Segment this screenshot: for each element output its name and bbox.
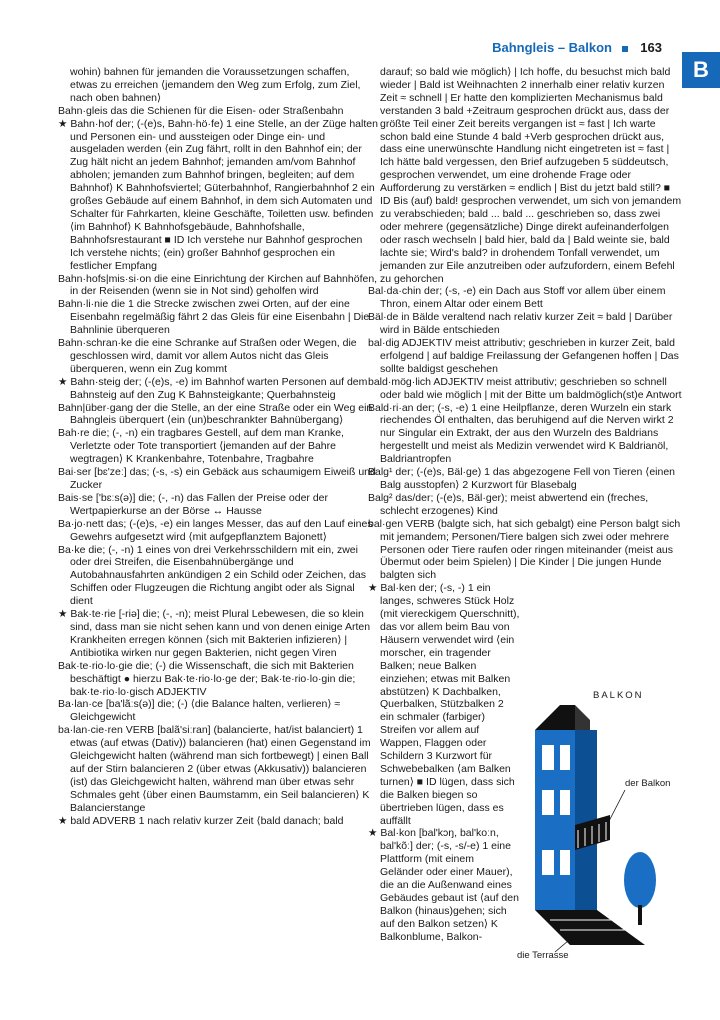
entry: Bai·ser [bɛ'zeː] das; (-s, -s) ein Gebäck aus schaumigem Eiweiß und Zucker <box>58 466 376 491</box>
entry: ★ Bal·ken der; (-s, -) 1 ein langes, schweres Stück Holz (mit viereckigem Querschnitt), das vor allem beim Bau von Häusern verwendet wird ⟨ein morscher, ein tragender Balken; neue Balken einziehen; etwas mit Balken abstützen⟩ K Dachbalken, Querbalken, Stützbalken 2 ein schmaler (farbiger) Streifen vor allem auf Wappen, Flaggen oder Schildern 3 Kurzwort für Schwebebalken ⟨am Balken turnen⟩ ■ ID lügen, dass sich die Balken biegen so übertrieben lügen, dass es auffällt <box>368 582 520 827</box>
balkon-illustration <box>515 690 685 960</box>
letter-tab[interactable]: B <box>682 52 720 88</box>
entry: Bahn·li·nie die 1 die Strecke zwischen zwei Orten, auf der eine Eisenbahn regelmäßig fährt 2 das Gleis für eine Eisenbahn | Die Bahnlinie überqueren <box>58 298 370 337</box>
entry: Bahn·gleis das die Schienen für die Eisen- oder Straßenbahn <box>58 104 344 117</box>
entry: ★ Bahn·hof der; (-(e)s, Bahn·hö·fe) 1 eine Stelle, an der Züge halten und Personen ein- und aussteigen oder Dinge ein- und ausgeladen werden ⟨ein Zug fährt, rollt in den Bahnhof ein; der Zug hält nicht an jedem Bahnhof; jemanden am/vom Bahnhof abholen; jemanden zum Bahnhof bringen, begleiten; auf dem Bahnhof⟩ K Bahnhofsviertel; Güterbahnhof, Rangierbahnhof 2 ein großes Gebäude auf einem Bahnhof, in dem sich Automaten und Schalter für Fahrkarten, kleine Geschäfte, Toiletten usw. befinden ⟨im Bahnhof⟩ K Bahnhofsgebäude, Bahnhofshalle, Bahnhofsrestaurant ■ ID Ich verstehe nur Bahnhof gesprochen Ich verstehe nichts; (ein) großer Bahnhof gesprochen ein festlicher Empfang <box>58 117 378 272</box>
illustration-title: BALKON <box>593 690 644 701</box>
entry: ★ bald ADVERB 1 nach relativ kurzer Zeit ⟨bald danach; bald <box>58 814 344 827</box>
entry: Bäl·de in Bälde veraltend nach relativ kurzer Zeit ≈ bald | Darüber wird in Bälde entschieden <box>368 311 673 337</box>
entry: wohin) bahnen für jemanden die Voraussetzungen schaffen, etwas zu erreichen ⟨jemandem den Weg zum Erfolg, zum Ziel, nach oben bahnen⟩ <box>70 66 361 104</box>
entry: bal·dig ADJEKTIV meist attributiv; geschrieben in kurzer Zeit, bald erfolgend | auf baldige Freilassung der Gefangenen hoffen | Das sollte baldigst geschehen <box>368 337 679 375</box>
entry: Bahn·schran·ke die eine Schranke auf Straßen oder Wegen, die geschlossen wird, damit vor allem Autos nicht das Gleis überqueren, wenn ein Zug kommt <box>58 337 357 375</box>
label-balcony: der Balkon <box>625 778 671 789</box>
entry: Bak·te·rio·lo·gie die; (-) die Wissenschaft, die sich mit Bakterien beschäftigt ● hierzu Bak·te·rio·lo·ge der; Bak·te·rio·lo·gin die; bak·te·rio·lo·gisch ADJEKTIV <box>58 659 356 698</box>
entry: ★ Bahn·steig der; (-(e)s, -e) im Bahnhof warten Personen auf dem Bahnsteig auf den Zug K Bahnsteigkante; Querbahnsteig <box>58 375 368 401</box>
entry: ★ Bak·te·rie [-riə] die; (-, -n); meist Plural Lebewesen, die so klein sind, dass man sie nicht sehen kann und von denen einige Arten Krankheiten erregen können ⟨sich mit Bakterien infizieren⟩ | Antibiotika wirken nur gegen Bakterien, nicht gegen Viren <box>58 608 371 659</box>
label-terrace: die Terrasse <box>517 950 569 961</box>
entry: Balg² das/der; (-(e)s, Bäl·ger); meist abwertend ein (freches, schlecht erzogenes) Kind <box>368 491 649 517</box>
entry: Ba·lan·ce [ba'lãːs(ə)] die; (-) ⟨die Balance halten, verlieren⟩ ≈ Gleichgewicht <box>58 698 341 724</box>
entry: Bahn|über·gang der die Stelle, an der eine Straße oder ein Weg ein Bahngleis überquert ⟨ein (un)beschrankter Bahnübergang⟩ <box>58 401 373 427</box>
entry: ★ Bal·kon [bal'kɔŋ, bal'koːn, bal'kõː] der; (-s, -s/-e) 1 eine Plattform (mit einem Geländer oder einer Mauer), die an die Außenwand eines Gebäudes gebaut ist ⟨auf den Balkon (hinaus)gehen; sich auf den Balkon setzen⟩ K Balkonblume, Balkon- <box>368 827 519 943</box>
entry: ba·lan·cie·ren VERB [balã'siːran] (balancierte, hat/ist balanciert) 1 etwas (auf etwas (Dativ)) balancieren (hat) einen Gegenstand im Gleichgewicht halten (während man sich fortbewegt) | einen Ball auf der Stirn balancieren 2 (über etwas (Akkusativ)) balancieren (ist) das Gleichgewicht halten, während man über etwas sehr Schmales geht ⟨über einen Baumstamm, ein Seil balancieren⟩ K Balancierstange <box>58 724 371 814</box>
entry: Bah·re die; (-, -n) ein tragbares Gestell, auf dem man Kranke, Verletzte oder Tote transportiert ⟨jemanden auf der Bahre wegtragen⟩ K Krankenbahre, Totenbahre, Tragbahre <box>58 427 344 466</box>
entry: Bahn·hofs|mis·si·on die eine Einrichtung der Kirchen auf Bahnhöfen, in der Reisenden (wenn sie in Not sind) geholfen wird <box>58 272 378 298</box>
entry: Bald·ri·an der; (-s, -e) 1 eine Heilpflanze, deren Wurzeln ein stark riechendes Öl enthalten, das beruhigend auf die Nerven wirkt 2 nur Singular ein Extrakt, der aus den Wurzeln des Baldrians hergestellt und meist als Medizin verwendet wird K Baldrianöl, Baldriantropfen <box>368 401 674 466</box>
entry: bal·gen VERB (balgte sich, hat sich gebalgt) eine Person balgt sich mit jemandem; Personen/Tiere balgen sich zwei oder mehrere Personen oder Tiere raufen oder ringen miteinander (meist aus Übermut oder beim Spielen) | Die Kinder | Die jungen Hunde balgten sich <box>368 517 681 582</box>
running-head: Bahngleis – Balkon <box>492 40 612 55</box>
entry: Bal·da·chin der; (-s, -e) ein Dach aus Stoff vor allem über einem Thron, einem Altar oder einem Bett <box>368 285 666 311</box>
entry: Balg¹ der; (-(e)s, Bäl·ge) 1 das abgezogene Fell von Tieren ⟨einen Balg ausstopfen⟩ 2 Kurzwort für Blasebalg <box>368 466 676 491</box>
left-column <box>58 66 378 827</box>
entry: Bais·se ['bɛːs(ə)] die; (-, -n) das Fallen der Preise oder der Wertpapierkurse an der Börse ↔ Hausse <box>58 491 329 517</box>
entry: Ba·ke die; (-, -n) 1 eines von drei Verkehrsschildern mit ein, zwei oder drei Streifen, die Eisenbahnübergänge und Autobahnausfahrten ankündigen 2 ein Schild oder Zeichen, das Schiffen oder Flugzeugen die Richtung angibt oder als Signal dient <box>58 543 366 608</box>
page-number: 163 <box>640 40 662 55</box>
entry: darauf; so bald wie möglich⟩ | Ich hoffe, du besuchst mich bald wieder | Bald ist Weihnachten 2 innerhalb einer relativ kurzen Zeit ≈ schnell | Er hatte den komplizierten Mechanismus bald verstanden 3 bald +Zeitraum gesprochen drückt aus, dass der größte Teil einer Zeit bereits vergangen ist ≈ fast | Ich warte schon bald eine Stunde 4 bald +Verb gesprochen drückt aus, dass eine unerwünschte Handlung nicht eingetreten ist ≈ fast | Ich hätte bald vergessen, den Brief aufzugeben 5 süddeutsch, gesprochen verwendet, um eine drohende Frage oder Aufforderung zu verstärken ≈ endlich | Bist du jetzt bald still? ■ ID Bis (auf) bald! gesprochen verwendet, um sich von jemandem zu verabschieden; bald ... bald ... geschrieben so, dass zwei oder mehrere (gegensätzliche) Dinge direkt aufeinanderfolgen oder rasch wechseln | bald hier, bald da | Bald weinte sie, bald lachte sie; Wird's bald? in drohendem Tonfall verwendet, um jemanden zur Eile anzutreiben oder aufzufordern, einem Befehl zu gehorchen <box>380 66 682 285</box>
page-header <box>0 38 720 60</box>
entry: bald·mög·lich ADJEKTIV meist attributiv; geschrieben so schnell oder bald wie möglich | mit der Bitte um baldmöglich(st)e Antwort <box>368 375 682 401</box>
entry: Ba·jo·nett das; (-(e)s, -e) ein langes Messer, das auf den Lauf eines Gewehrs aufgesetzt wird ⟨mit aufgepflanztem Bajonett⟩ <box>58 517 373 543</box>
header-square-icon <box>622 46 628 52</box>
building-drawing <box>515 690 685 960</box>
